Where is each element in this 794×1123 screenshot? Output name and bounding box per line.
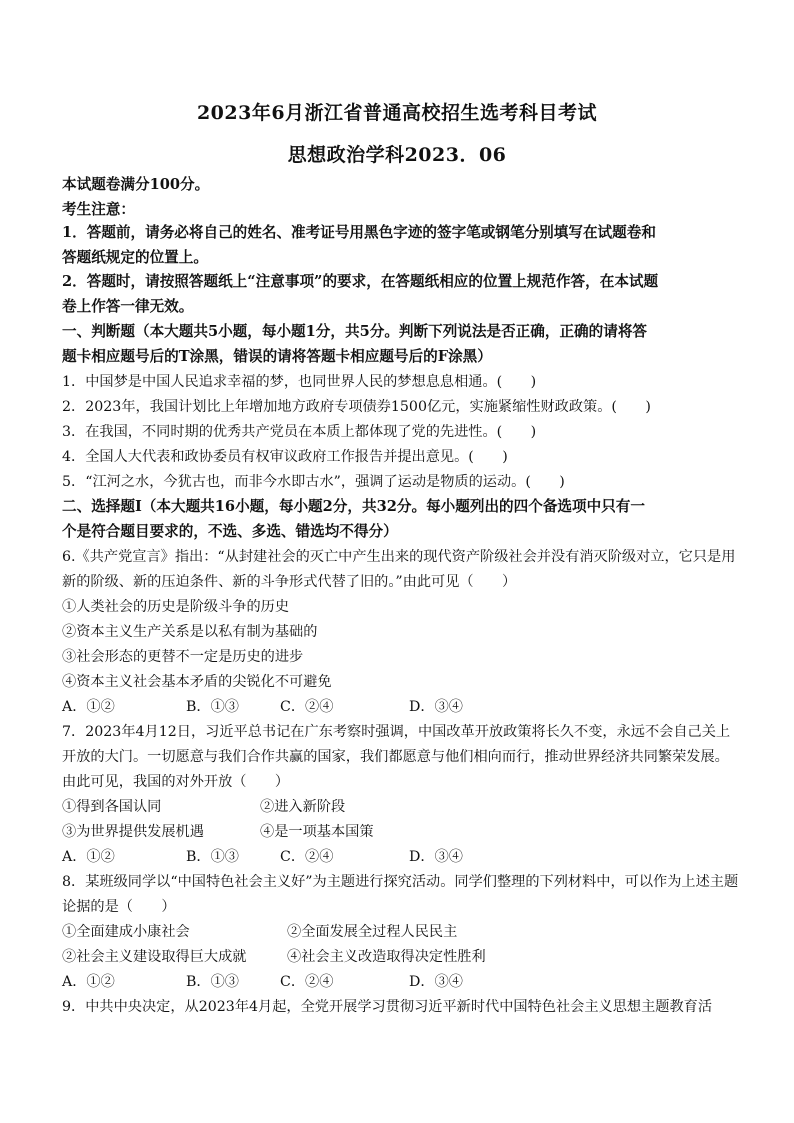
question-6-stem-line-2: 新的阶级、新的压迫条件、新的斗争形式代替了旧的。”由此可见（ ） [62, 574, 517, 590]
question-7-stem-line-3: 由此可见，我国的对外开放（ ） [62, 774, 290, 790]
question-6-statement-3: ③社会形态的更替不一定是历史的进步 [62, 649, 304, 665]
question-7-statement-3: ③为世界提供发展机遇 [62, 824, 204, 840]
score-note: 本试题卷满分100分。 [62, 176, 210, 193]
question-9-stem-line-1: 9．中共中央决定，从2023年4月起，全党开展学习贯彻习近平新时代中国特色社会主义思想主题教育活 [62, 999, 713, 1015]
question-8-statement-2: ②全面发展全过程人民民主 [287, 924, 458, 940]
section-1-heading-line-2: 题卡相应题号后的T涂黑，错误的请将答题卡相应题号后的F涂黑） [62, 348, 492, 365]
question-1: 1．中国梦是中国人民追求幸福的梦，也同世界人民的梦想息息相通。( ) [62, 374, 537, 390]
question-7-option-a: A．①② [62, 849, 115, 865]
attention-label: 考生注意： [62, 201, 135, 218]
section-2-heading-line-2: 个是符合题目要求的，不选、多选、错选均不得分） [62, 523, 398, 540]
question-7-statement-4: ④是一项基本国策 [260, 824, 374, 840]
question-8-statement-3: ②社会主义建设取得巨大成就 [62, 949, 247, 965]
question-6-stem-line-1: 6.《共产党宣言》指出：“从封建社会的灭亡中产生出来的现代资产阶级社会并没有消灭阶级对立，它只是用 [62, 549, 736, 565]
instruction-1-line-1: 1．答题前，请务必将自己的姓名、准考证号用黑色字迹的签字笔或钢笔分别填写在试题卷和 [62, 224, 656, 241]
question-8-statement-1: ①全面建成小康社会 [62, 924, 190, 940]
instruction-2-line-2: 卷上作答一律无效。 [62, 298, 194, 315]
question-7-stem-line-1: 7．2023年4月12日，习近平总书记在广东考察时强调，中国改革开放政策将长久不变，永远不会自己关上 [62, 724, 731, 740]
question-2: 2．2023年，我国计划比上年增加地方政府专项债券1500亿元，实施紧缩性财政政策。( ) [62, 399, 651, 415]
question-8-option-b: B．①③ [186, 974, 239, 990]
instruction-1-line-2: 答题纸规定的位置上。 [62, 249, 208, 266]
question-6-statement-2: ②资本主义生产关系是以私有制为基础的 [62, 624, 318, 640]
question-6-option-d: D．③④ [409, 699, 463, 715]
question-7-stem-line-2: 开放的大门。一切愿意与我们合作共赢的国家，我们都愿意与他们相向而行，推动世界经济共同繁荣发展。 [62, 749, 729, 765]
question-3: 3．在我国，不同时期的优秀共产党员在本质上都体现了党的先进性。( ) [62, 424, 537, 440]
question-4: 4．全国人大代表和政协委员有权审议政府工作报告并提出意见。( ) [62, 449, 508, 465]
question-6-option-c: C．②④ [280, 699, 334, 715]
question-7-option-d: D．③④ [409, 849, 463, 865]
question-7-option-b: B．①③ [186, 849, 239, 865]
question-8-option-a: A．①② [62, 974, 115, 990]
question-8-stem-line-1: 8．某班级同学以“中国特色社会主义好”为主题进行探究活动。同学们整理的下列材料中，可以作为上述主题 [62, 874, 739, 890]
question-6-option-a: A．①② [62, 699, 115, 715]
exam-subtitle: 思想政治学科2023．06 [287, 144, 507, 166]
question-7-statement-1: ①得到各国认同 [62, 799, 162, 815]
question-6-statement-4: ④资本主义社会基本矛盾的尖锐化不可避免 [62, 674, 332, 690]
section-1-heading-line-1: 一、判断题（本大题共5小题，每小题1分，共5分。判断下列说法是否正确，正确的请将答 [62, 323, 648, 340]
question-8-option-d: D．③④ [409, 974, 463, 990]
question-8-stem-line-2: 论据的是（ ） [62, 899, 176, 915]
section-2-heading-line-1: 二、选择题Ⅰ（本大题共16小题，每小题2分，共32分。每小题列出的四个备选项中只有一 [62, 498, 645, 515]
question-6-option-b: B．①③ [186, 699, 239, 715]
question-8-statement-4: ④社会主义改造取得决定性胜利 [287, 949, 486, 965]
question-8-option-c: C．②④ [280, 974, 334, 990]
instruction-2-line-1: 2．答题时，请按照答题纸上“注意事项”的要求，在答题纸相应的位置上规范作答，在本试题 [62, 273, 659, 290]
exam-title: 2023年6月浙江省普通高校招生选考科目考试 [196, 102, 598, 124]
question-7-option-c: C．②④ [280, 849, 334, 865]
question-5: 5．“江河之水，今犹古也，而非今水即古水”，强调了运动是物质的运动。( ) [62, 474, 565, 490]
question-7-statement-2: ②进入新阶段 [260, 799, 346, 815]
question-6-statement-1: ①人类社会的历史是阶级斗争的历史 [62, 599, 290, 615]
